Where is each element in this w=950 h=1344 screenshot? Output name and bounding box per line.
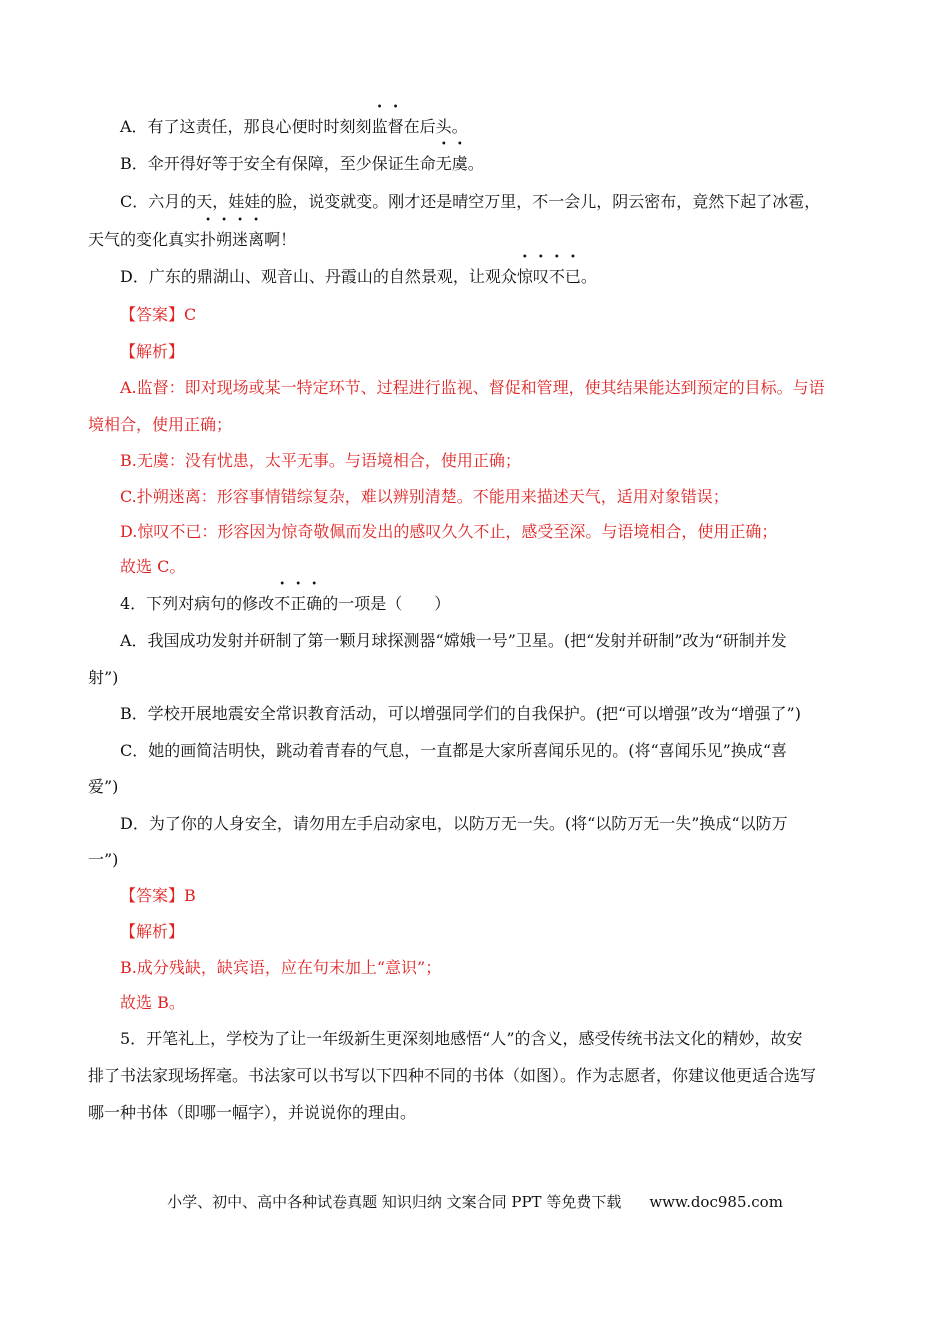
q4-conclusion: 故选 B。: [120, 993, 185, 1012]
emphasis-char: 监: [371, 117, 388, 136]
q4-option-d-line1: D．为了你的人身安全，请勿用左手启动家电，以防万无一失。(将“以防万无一失”换成“以防万: [120, 814, 788, 833]
q3-analysis-heading: 【解析】: [120, 342, 185, 361]
emphasis-char: 不: [274, 594, 291, 613]
emphasis-char: 扑: [200, 230, 217, 249]
emphasis-char: 离: [248, 230, 265, 249]
q3-option-a-text: A．有了这责任，那良心便时时刻刻: [120, 117, 372, 136]
q3-explanation-a-line1: A.监督：即对现场或某一特定环节、过程进行监视、督促和管理，使其结果能达到预定的目标。与语: [120, 378, 825, 397]
q5-line1: 5．开笔礼上，学校为了让一年级新生更深刻地感悟“人”的含义，感受传统书法文化的精妙，故安: [120, 1029, 803, 1048]
q3-option-c-line1: C．六月的天，娃娃的脸，说变就变。刚才还是晴空万里，不一会儿，阴云密布，竟然下起了冰雹，: [120, 192, 821, 211]
q4-answer: 【答案】B: [120, 886, 196, 905]
q3-option-b: [120, 153, 484, 175]
q4-stem-end: 的一项是（ ）: [322, 594, 451, 613]
q3-explanation-b: B.无虞：没有忧患，太平无事。与语境相合，使用正确；: [120, 451, 521, 470]
q4-stem: [120, 593, 450, 615]
q3-option-c-text: 天气的变化真实: [88, 230, 201, 249]
q3-option-b-end: 。: [467, 154, 484, 173]
q4-explanation-b: B.成分残缺，缺宾语，应在句末加上“意识”；: [120, 958, 442, 977]
emphasis-char: 朔: [216, 230, 233, 249]
emphasis-char: 迷: [232, 230, 249, 249]
q3-option-a-end: 在后头。: [403, 117, 468, 136]
emphasis-char: 惊: [516, 267, 533, 286]
q4-option-b: B．学校开展地震安全常识教育活动，可以增强同学们的自我保护。(把“可以增强”改为“增强了”): [120, 704, 801, 723]
emphasis-char: 虞: [451, 154, 468, 173]
q3-answer: 【答案】C: [120, 305, 197, 324]
q3-option-c-line2: [88, 229, 296, 251]
q4-option-c-line1: C．她的画简洁明快，跳动着青春的气息，一直都是大家所喜闻乐见的。(将“喜闻乐见”换成“喜: [120, 741, 788, 760]
q4-option-d-line2: 一”): [88, 850, 119, 869]
emphasis-char: 确: [306, 594, 323, 613]
q3-option-a: [120, 116, 468, 138]
q3-explanation-a-line2: 境相合，使用正确；: [88, 415, 233, 434]
emphasis-char: 叹: [532, 267, 549, 286]
page-footer: [0, 1191, 950, 1212]
footer-text: 小学、初中、高中各种试卷真题 知识归纳 文案合同 PPT 等免费下载: [167, 1193, 622, 1211]
emphasis-char: 无: [435, 154, 452, 173]
q5-line2: 排了书法家现场挥毫。书法家可以书写以下四种不同的书体（如图）。作为志愿者，你建议他更适合选写: [88, 1066, 817, 1085]
q3-option-d: [120, 266, 597, 288]
emphasis-char: 督: [387, 117, 404, 136]
q3-option-c-end: 啊！: [264, 230, 297, 249]
q3-conclusion: 故选 C。: [120, 557, 186, 576]
q5-line3: 哪一种书体（即哪一幅字），并说说你的理由。: [88, 1103, 417, 1122]
q3-explanation-c: C.扑朔迷离：形容事情错综复杂，难以辨别清楚。不能用来描述天气，适用对象错误；: [120, 487, 729, 506]
q3-option-b-text: B．伞开得好等于安全有保障，至少保证生命: [120, 154, 436, 173]
q3-option-d-end: 。: [580, 267, 597, 286]
emphasis-char: 不: [548, 267, 565, 286]
emphasis-char: 正: [290, 594, 307, 613]
emphasis-char: 已: [564, 267, 581, 286]
q4-option-c-line2: 爱”): [88, 777, 119, 796]
q3-option-d-text: D．广东的鼎湖山、观音山、丹霞山的自然景观，让观众: [120, 267, 517, 286]
q4-stem-text: 4．下列对病句的修改: [120, 594, 275, 613]
footer-url[interactable]: www.doc985.com: [649, 1193, 783, 1211]
q4-option-a-line1: A．我国成功发射并研制了第一颗月球探测器“嫦娥一号”卫星。(把“发射并研制”改为“研制并发: [120, 631, 787, 650]
q4-option-a-line2: 射”): [88, 668, 119, 687]
q4-analysis-heading: 【解析】: [120, 922, 185, 941]
q3-explanation-d: D.惊叹不已：形容因为惊奇敬佩而发出的感叹久久不止，感受至深。与语境相合，使用正确；: [120, 522, 778, 541]
